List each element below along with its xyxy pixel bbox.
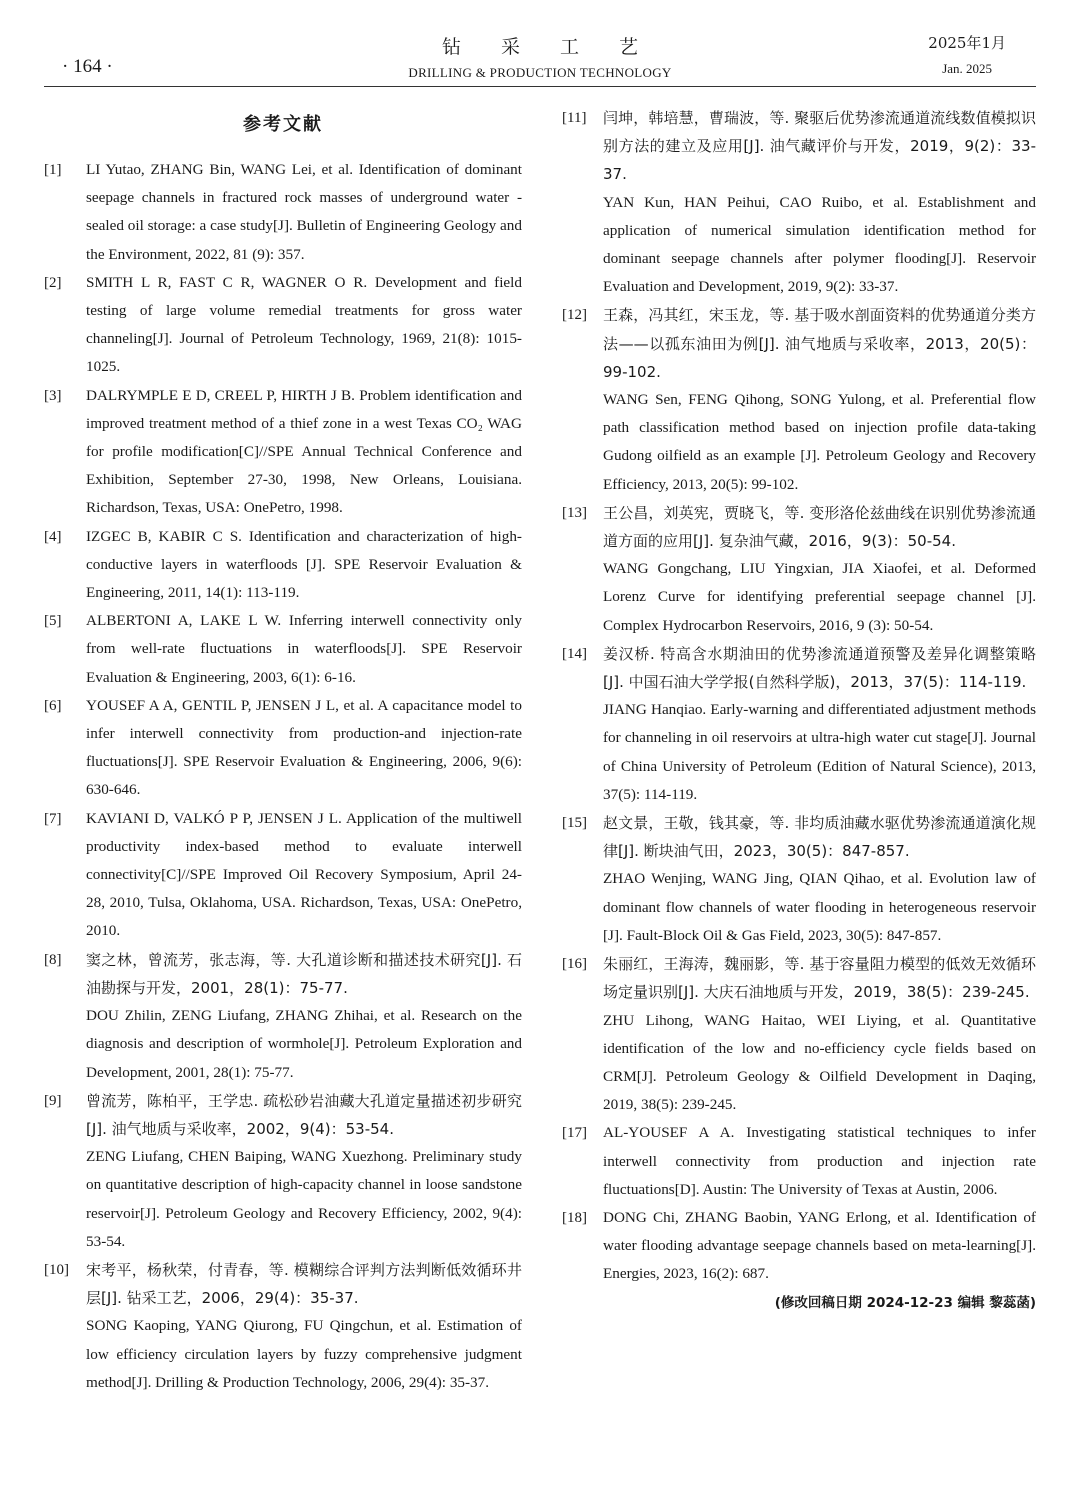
reference-body — [603, 301, 1036, 498]
reference-text-cn: 朱丽红，王海涛，魏丽影，等. 基于容量阻力模型的低效无效循环场定量识别[J]. 大庆石油地质与开发，2019，38(5)：239-245. — [603, 955, 1036, 1002]
reference-item — [562, 499, 1036, 640]
reference-body — [86, 946, 522, 1087]
issue-date-en: Jan. 2025 — [942, 61, 993, 76]
reference-text-cn: 曾流芳，陈柏平，王学忠. 疏松砂岩油藏大孔道定量描述初步研究[J]. 油气地质与采收率，2002，9(4)：53-54. — [86, 1091, 522, 1138]
reference-text-en: KAVIANI D, VALKÓ P P, JENSEN J L. Application of the multiwell productivity index-based method to evaluate interwell connectivity[C]//SPE Improved Oil Recovery Symposium, April 24-28, 2010, Tulsa, Oklahoma, USA. Richardson, Texas, USA: OnePetro, 2010. — [86, 809, 522, 940]
reference-text-en: WANG Sen, FENG Qihong, SONG Yulong, et al. Preferential flow path classification method based on injection profile data-taking Gudong oilfield as an example [J]. Petroleum Geology and Recovery Efficiency, 2013, 20(5): 99-102. — [603, 391, 1036, 493]
reference-item — [44, 1256, 522, 1397]
reference-body — [603, 104, 1036, 301]
reference-list-right — [562, 104, 1036, 1289]
reference-list-left — [44, 156, 522, 1397]
reference-text-en: YOUSEF A A, GENTIL P, JENSEN J L, et al. A capacitance model to infer interwell connectivity from production-and injection-rate fluctuations[J]. SPE Reservoir Evaluation & Engineering, 2006, 9(6): 630-646. — [86, 696, 522, 799]
reference-body — [603, 950, 1036, 1119]
reference-text-en: DOU Zhilin, ZENG Liufang, ZHANG Zhihai, et al. Research on the diagnosis and description of wormhole[J]. Petroleum Exploration and Development, 2001, 28(1): 75-77. — [86, 1007, 522, 1081]
reference-item — [44, 607, 522, 692]
reference-item — [562, 640, 1036, 809]
reference-text-en: WANG Gongchang, LIU Yingxian, JIA Xiaofei, et al. Deformed Lorenz Curve for identifying preferential seepage channel [J]. Complex Hydrocarbon Reservoirs, 2016, 9 (3): 50-54. — [603, 560, 1036, 634]
reference-text-cn: 窦之林，曾流芳，张志海，等. 大孔道诊断和描述技术研究[J]. 石油勘探与开发，2001，28(1)：75-77. — [86, 950, 522, 997]
reference-text-en: ALBERTONI A, LAKE L W. Inferring interwell connectivity only from well-rate fluctuations in waterfloods[J]. SPE Reservoir Evaluation & Engineering, 2003, 6(1): 6-16. — [86, 612, 522, 686]
reference-body — [86, 523, 522, 608]
journal-title-en: DRILLING & PRODUCTION TECHNOLOGY — [408, 65, 672, 80]
reference-number: [18] — [562, 1209, 587, 1226]
reference-text-en: ZENG Liufang, CHEN Baiping, WANG Xuezhong. Preliminary study on quantitative description of high-capacity channel in loose sandstone reservoir[J]. Petroleum Geology and Recovery Efficiency, 2002, 9(4): 53-54. — [86, 1148, 522, 1250]
left-column — [44, 104, 522, 1397]
reference-item — [44, 805, 522, 946]
journal-title-cn: 钻采工艺 — [441, 36, 678, 58]
reference-item — [44, 382, 522, 523]
reference-body — [603, 499, 1036, 640]
reference-text-cn: 闫坤，韩培慧，曹瑞波，等. 聚驱后优势渗流通道流线数值模拟识别方法的建立及应用[J]. 油气藏评价与开发，2019，9(2)：33-37. — [603, 109, 1036, 184]
reference-text-en: LI Yutao, ZHANG Bin, WANG Lei, et al. Identification of dominant seepage channels in fractured rock masses of underground water - sealed oil storage: a case study[J]. Bulletin of Engineering Geology and the Environment, 2022, 81 (9): 357. — [86, 161, 522, 263]
reference-body — [603, 1204, 1036, 1289]
page-number: · 164 · — [62, 56, 113, 77]
reference-body — [86, 269, 522, 382]
issue-date-cn: 2025年1月 — [928, 34, 1006, 52]
reference-body — [86, 692, 522, 805]
reference-number: [11] — [562, 110, 587, 126]
reference-text-cn: 王公昌，刘英宪，贾晓飞，等. 变形洛伦兹曲线在识别优势渗流通道方面的应用[J]. 复杂油气藏，2016，9(3)：50-54. — [603, 503, 1036, 551]
reference-text-en: SONG Kaoping, YANG Qiurong, FU Qingchun, et al. Estimation of low efficiency circulation layers by fuzzy comprehensive judgment method[J]. Drilling & Production Technology, 2006, 29(4): 35-37. — [86, 1317, 522, 1391]
reference-item — [44, 946, 522, 1087]
reference-item — [562, 301, 1036, 498]
reference-item — [44, 156, 522, 269]
reference-body — [603, 809, 1036, 950]
reference-number: [6] — [44, 697, 62, 714]
reference-text-cn: 宋考平，杨秋荣，付青春，等. 模糊综合评判方法判断低效循环井层[J]. 钻采工艺，2006，29(4)：35-37. — [86, 1260, 522, 1308]
reference-number: [9] — [44, 1092, 62, 1109]
reference-text-cn: 姜汉桥. 特高含水期油田的优势渗流通道预警及差异化调整策略[J]. 中国石油大学学报(自然科学版)，2013，37(5)：114-119. — [603, 644, 1036, 692]
reference-number: [16] — [562, 956, 587, 973]
reference-number: [8] — [44, 951, 62, 968]
reference-body — [86, 1087, 522, 1256]
reference-item — [44, 523, 522, 608]
reference-item — [44, 269, 522, 382]
reference-number: [7] — [44, 810, 62, 827]
reference-body — [86, 1256, 522, 1397]
reference-number: [17] — [562, 1125, 587, 1142]
reference-number: [12] — [562, 307, 587, 324]
reference-item — [562, 809, 1036, 950]
reference-number: [2] — [44, 274, 62, 291]
issue-date — [928, 32, 1006, 77]
reference-body — [86, 382, 522, 523]
reference-text-en: DALRYMPLE E D, CREEL P, HIRTH J B. Problem identification and improved treatment method of a thief zone in a west Texas CO₂ WAG for profile modification[C]//SPE Annual Technical Conference and Exhibition, September 27-30, 1998, New Orleans, Louisiana. Richardson, Texas, USA: OnePetro, 1998. — [86, 386, 522, 517]
reference-body — [603, 1119, 1036, 1204]
reference-item — [44, 1087, 522, 1256]
header-rule — [44, 86, 1036, 87]
reference-body — [86, 607, 522, 692]
reference-item — [562, 1119, 1036, 1204]
reference-number: [14] — [562, 645, 587, 662]
reference-text-cn: 王森，冯其红，宋玉龙，等. 基于吸水剖面资料的优势通道分类方法——以孤东油田为例[J]. 油气地质与采收率，2013，20(5)：99-102. — [603, 306, 1036, 381]
reference-number: [1] — [44, 162, 62, 178]
reference-body — [603, 640, 1036, 809]
reference-text-en: YAN Kun, HAN Peihui, CAO Ruibo, et al. Establishment and application of numerical simulation identification method for dominant seepage channels after polymer flooding[J]. Reservoir Evaluation and Development, 2019, 9(2): 33-37. — [603, 193, 1036, 296]
reference-text-en: ZHU Lihong, WANG Haitao, WEI Liying, et al. Quantitative identification of the low and no-efficiency cycle fields based on CRM[J]. Petroleum Geology & Oilfield Development in Daqing, 2019, 38(5): 239-245. — [603, 1011, 1036, 1114]
page-header — [44, 28, 1036, 84]
revision-note: (修改回稿日期 2024-12-23 编辑 黎蕊菡) — [774, 1294, 1036, 1311]
right-column — [562, 104, 1036, 1311]
reference-item — [562, 104, 1036, 301]
reference-number: [3] — [44, 387, 62, 404]
reference-number: [5] — [44, 613, 62, 630]
reference-text-en: JIANG Hanqiao. Early-warning and differentiated adjustment methods for channeling in oil reservoirs at ultra-high water cut stage[J]. Journal of China University of Petroleum (Edition of Natural Science), 2013, 37(5): 114-119. — [603, 701, 1036, 803]
journal-title — [44, 32, 1036, 81]
reference-body — [86, 156, 522, 269]
reference-number: [15] — [562, 815, 587, 832]
reference-item — [44, 692, 522, 805]
reference-number: [4] — [44, 528, 62, 545]
section-title: 参考文献 — [243, 114, 323, 135]
reference-item — [562, 950, 1036, 1119]
reference-text-en: AL-YOUSEF A A. Investigating statistical techniques to infer interwell connectivity from production and injection rate fluctuations[D]. Austin: The University of Texas at Austin, 2006. — [603, 1124, 1036, 1198]
reference-body — [86, 805, 522, 946]
reference-text-en: SMITH L R, FAST C R, WAGNER O R. Development and field testing of large volume remedial treatments for gross water channeling[J]. Journal of Petroleum Technology, 1969, 21(8): 1015-1025. — [86, 273, 522, 376]
reference-text-en: ZHAO Wenjing, WANG Jing, QIAN Qihao, et al. Evolution law of dominant flow channels of water flooding in heterogeneous reservoir [J]. Fault-Block Oil & Gas Field, 2023, 30(5): 847-857. — [603, 870, 1036, 944]
reference-number: [10] — [44, 1261, 69, 1278]
reference-item — [562, 1204, 1036, 1289]
reference-text-en: DONG Chi, ZHANG Baobin, YANG Erlong, et al. Identification of water flooding advantage seepage channels based on meta-learning[J]. Energies, 2023, 16(2): 687. — [603, 1208, 1036, 1283]
reference-text-en: IZGEC B, KABIR C S. Identification and characterization of high-conductive layers in waterfloods [J]. SPE Reservoir Evaluation & Engineering, 2011, 14(1): 113-119. — [86, 527, 522, 602]
reference-number: [13] — [562, 504, 587, 521]
reference-text-cn: 赵文景，王敬，钱其豪，等. 非均质油藏水驱优势渗流通道演化规律[J]. 断块油气田，2023，30(5)：847-857. — [603, 814, 1036, 861]
